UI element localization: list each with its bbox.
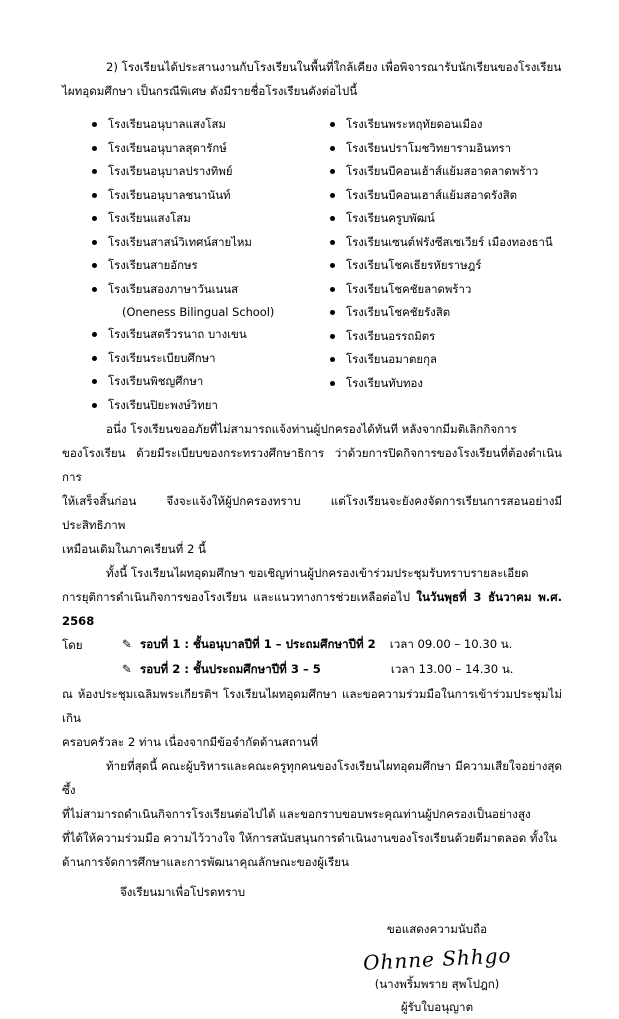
list-item bbox=[86, 160, 324, 184]
list-item bbox=[324, 113, 562, 137]
bullet-icon bbox=[92, 332, 97, 337]
school-name: โรงเรียนสองภาษาวันเนนส bbox=[108, 281, 239, 296]
bullet-icon bbox=[330, 357, 335, 362]
list-item bbox=[86, 254, 324, 278]
bullet-icon bbox=[330, 193, 335, 198]
school-name: โรงเรียนครูบพัฒน์ bbox=[346, 211, 435, 225]
round-1-label: รอบที่ 1 : ชั้นอนุบาลปีที่ 1 – ประถมศึกษาปีที่ 2 bbox=[140, 637, 376, 651]
bullet-icon bbox=[92, 240, 97, 245]
list-item bbox=[324, 348, 562, 372]
school-name: โรงเรียนสาสน์วิเทศน์สายไหม bbox=[108, 234, 252, 249]
paragraph-4 bbox=[62, 754, 562, 874]
paragraph-2-line-3: ให้เสร็จสิ้นก่อน จึงจะแจ้งให้ผู้ปกครองทราบ แต่โรงเรียนจะยังคงจัดการเรียนการสอนอย่างมีประสิทธิภาพ bbox=[62, 494, 562, 532]
school-name: โรงเรียนสตรีวรนาถ บางเขน bbox=[108, 327, 247, 341]
bullet-icon bbox=[330, 263, 335, 268]
bullet-icon bbox=[330, 240, 335, 245]
list-item bbox=[324, 184, 562, 208]
bullet-icon bbox=[330, 169, 335, 174]
list-item bbox=[86, 207, 324, 231]
round-2-line bbox=[62, 657, 562, 682]
paragraph-2-line-4: เหมือนเดิมในภาคเรียนที่ 2 นี้ bbox=[62, 542, 206, 556]
school-name: โรงเรียนพระหฤทัยดอนเมือง bbox=[346, 117, 483, 131]
school-name: โรงเรียนระเบียบศึกษา bbox=[108, 350, 216, 365]
list-item bbox=[86, 278, 324, 302]
list-item bbox=[324, 301, 562, 325]
school-list-left-column bbox=[86, 113, 324, 417]
school-name: โรงเรียนแสงโสม bbox=[108, 211, 191, 225]
bullet-icon bbox=[92, 146, 97, 151]
venue-line-2: ครอบครัวละ 2 ท่าน เนื่องจากมีข้อจำกัดด้านสถานที่ bbox=[62, 735, 318, 749]
paragraph-4-line-1: ท้ายที่สุดนี้ คณะผู้บริหารและคณะครูทุกคนของโรงเรียนไผทอุดมศึกษา มีความเสียใจอย่างสุดซึ้ง bbox=[62, 759, 562, 797]
school-name: โรงเรียนโชคชัยลาดพร้าว bbox=[346, 281, 472, 296]
bullet-icon bbox=[92, 403, 97, 408]
list-item bbox=[324, 278, 562, 302]
document-body bbox=[62, 55, 562, 1019]
round-2-label: รอบที่ 2 : ชั้นประถมศึกษาปีที่ 3 – 5 bbox=[140, 662, 321, 676]
regards-line: ขอแสดงความนับถือ bbox=[386, 922, 488, 936]
paragraph-4-line-4: ด้านการจัดการศึกษาและการพัฒนาคุณลักษณะของผู้เรียน bbox=[62, 855, 349, 869]
closing-line: จึงเรียนมาเพื่อโปรดทราบ bbox=[120, 885, 246, 899]
school-list-columns bbox=[86, 113, 562, 417]
school-name: โรงเรียนบีคอนเฮาส์แย้มสอาดรังสิต bbox=[346, 187, 518, 202]
venue-paragraph bbox=[62, 682, 562, 754]
list-item bbox=[86, 184, 324, 208]
intro-item-number: 2) bbox=[106, 60, 118, 74]
pencil-icon: ✎ bbox=[122, 662, 132, 676]
school-name: โรงเรียนอนุบาลปรางทิพย์ bbox=[108, 164, 233, 178]
list-item-subtext bbox=[86, 301, 324, 323]
round-1-line bbox=[62, 632, 562, 657]
bullet-icon bbox=[330, 146, 335, 151]
list-item bbox=[86, 394, 324, 418]
school-name: โรงเรียนสายอักษร bbox=[108, 258, 198, 272]
meeting-date: ในวันพุธที่ 3 ธันวาคม พ.ศ. 2568 bbox=[62, 590, 562, 628]
intro-line-2: ไผทอุดมศึกษา เป็นกรณีพิเศษ ดังมีรายชื่อโรงเรียนดังต่อไปนี้ bbox=[62, 84, 358, 98]
list-item bbox=[324, 325, 562, 349]
bullet-icon bbox=[92, 216, 97, 221]
list-item bbox=[86, 137, 324, 161]
school-name: โรงเรียนปิยะพงษ์วิทยา bbox=[108, 397, 218, 412]
paragraph-3-line-2: การยุติการดำเนินกิจการของโรงเรียน และแนวทางการช่วยเหลือต่อไป bbox=[62, 590, 410, 604]
venue-line-1: ณ ห้องประชุมเฉลิมพระเกียรติฯ โรงเรียนไผทอุดมศึกษา และขอความร่วมมือในการเข้าร่วมประชุมไม่เกิน bbox=[62, 687, 562, 725]
bullet-icon bbox=[92, 169, 97, 174]
bullet-icon bbox=[330, 122, 335, 127]
school-name: โรงเรียนอนุบาลสุดารักษ์ bbox=[108, 140, 227, 155]
paragraph-3-prefix: โดย bbox=[62, 638, 83, 652]
bullet-icon bbox=[330, 310, 335, 315]
paragraph-4-line-2: ที่ไม่สามารถดำเนินกิจการโรงเรียนต่อไปได้ และขอกราบขอบพระคุณท่านผู้ปกครองเป็นอย่างสูง bbox=[62, 807, 531, 821]
bullet-icon bbox=[92, 122, 97, 127]
list-item bbox=[324, 207, 562, 231]
school-name: โรงเรียนโชคชัยรังสิต bbox=[346, 305, 451, 319]
signature-wrapper bbox=[363, 941, 512, 973]
bullet-icon bbox=[330, 334, 335, 339]
round-1-time: เวลา 09.00 – 10.30 น. bbox=[389, 637, 513, 651]
signer-position: ผู้รับใบอนุญาต bbox=[400, 1000, 474, 1014]
school-name-english: (Oneness Bilingual School) bbox=[122, 305, 275, 319]
list-item bbox=[324, 372, 562, 396]
list-item bbox=[86, 113, 324, 137]
school-name: โรงเรียนทับทอง bbox=[346, 375, 423, 390]
list-item bbox=[86, 231, 324, 255]
list-item bbox=[86, 323, 324, 347]
list-item bbox=[86, 370, 324, 394]
school-name: โรงเรียนปราโมชวิทยารามอินทรา bbox=[346, 140, 512, 155]
school-name: โรงเรียนพิชญศึกษา bbox=[108, 374, 204, 388]
pencil-icon: ✎ bbox=[122, 637, 132, 651]
bullet-icon bbox=[92, 379, 97, 384]
bullet-icon bbox=[92, 263, 97, 268]
list-item bbox=[324, 231, 562, 255]
handwritten-signature: Ohnne Shhgo bbox=[362, 943, 512, 975]
bullet-icon bbox=[330, 216, 335, 221]
school-name: โรงเรียนอนุบาลชนานันท์ bbox=[108, 187, 231, 202]
paragraph-2-line-2: ของโรงเรียน ด้วยมีระเบียบของกระทรวงศึกษาธิการ ว่าด้วยการปิดกิจการของโรงเรียนที่ต้องดำเนินการ bbox=[62, 446, 562, 484]
paragraph-3-line-1: ทั้งนี้ โรงเรียนไผทอุดมศึกษา ขอเชิญท่านผู้ปกครองเข้าร่วมประชุมรับทราบรายละเอียด bbox=[106, 566, 529, 580]
bullet-icon bbox=[330, 381, 335, 386]
school-name: โรงเรียนอมาตยกุล bbox=[346, 352, 437, 366]
signature-block bbox=[312, 918, 562, 1019]
list-item bbox=[324, 137, 562, 161]
school-name: โรงเรียนบีคอนเฮ้าส์แย้มสอาดลาดพร้าว bbox=[346, 164, 539, 178]
bullet-icon bbox=[92, 287, 97, 292]
list-item bbox=[324, 254, 562, 278]
intro-line-1: โรงเรียนได้ประสานงานกับโรงเรียนในพื้นที่ใกล้เคียง เพื่อพิจารณารับนักเรียนของโรงเรียน bbox=[121, 60, 562, 74]
school-list-right-column bbox=[324, 113, 562, 417]
bullet-icon bbox=[92, 193, 97, 198]
school-list-right bbox=[324, 113, 562, 395]
bullet-icon bbox=[330, 287, 335, 292]
signer-name: (นางพริ้มพราย สุพโปฎก) bbox=[374, 977, 500, 991]
paragraph-4-line-3: ที่ได้ให้ความร่วมมือ ความไว้วางใจ ให้การสนับสนุนการดำเนินงานของโรงเรียนด้วยดีมาตลอด ทั้งใน bbox=[62, 831, 557, 845]
school-name: โรงเรียนโชคเธียรหัยราษฎร์ bbox=[346, 258, 482, 272]
round-2-time: เวลา 13.00 – 14.30 น. bbox=[390, 662, 514, 676]
bullet-icon bbox=[92, 356, 97, 361]
list-item bbox=[324, 160, 562, 184]
list-item bbox=[86, 347, 324, 371]
school-name: โรงเรียนอนุบาลแสงโสม bbox=[108, 117, 226, 131]
school-name: โรงเรียนเซนต์ฟรังซีสเซเวียร์ เมืองทองธานี bbox=[346, 234, 553, 249]
school-list-left bbox=[86, 113, 324, 417]
paragraph-2 bbox=[62, 417, 562, 561]
school-name: โรงเรียนอรรถมิตร bbox=[346, 328, 436, 343]
paragraph-2-line-1: อนึ่ง โรงเรียนขออภัยที่ไม่สามารถแจ้งท่านผู้ปกครองได้ทันที หลังจากมีมติเลิกกิจการ bbox=[106, 422, 517, 436]
intro-paragraph bbox=[62, 55, 562, 103]
